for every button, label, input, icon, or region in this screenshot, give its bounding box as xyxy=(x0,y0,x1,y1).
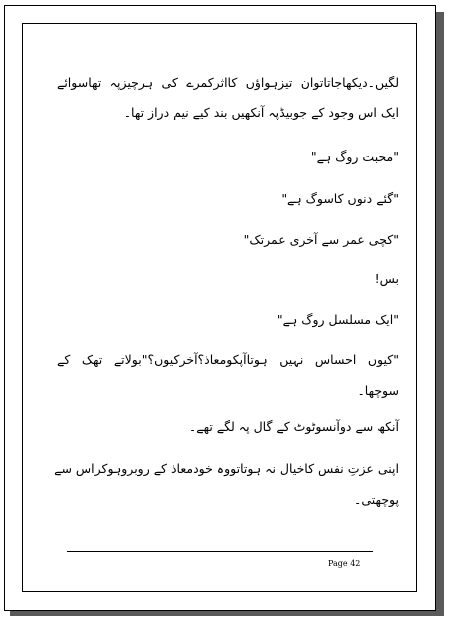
text-line: بس! xyxy=(374,271,399,286)
text-line: "گئے دنوں کاسوگ ہے" xyxy=(281,191,399,206)
text-line: آنکھ سے دوآنسوٹوٹ کے گال پہ لگے تھے۔ xyxy=(188,419,399,434)
text-line: سوچھا۔ xyxy=(357,383,399,398)
document-page xyxy=(4,5,436,611)
text-line: "ایک مسلسل روگ ہے" xyxy=(276,312,399,327)
page-number: Page 42 xyxy=(328,559,361,568)
text-line: "محبت روگ ہے" xyxy=(310,149,399,164)
footer-rule xyxy=(67,551,373,552)
text-line: اپنی عزتِ نفس کاخیال نہ ہوتاتووہ خودمعاذ کے روبروہوکراس سے xyxy=(54,461,399,476)
text-line: "کیوں احساس نہیں ہوتاآپکومعاذ؟آخرکیوں؟"بولاتے تھک کے xyxy=(57,352,399,367)
text-line: "کچی عمر سے آخری عمرتک" xyxy=(243,232,399,247)
text-line: پوچھتی۔ xyxy=(354,492,399,507)
text-line: لگیں۔دیکھاجاتاتوان تیزہواؤں کااثرکمرے کی ہرچیزپہ تھاسوائے xyxy=(57,75,399,90)
text-line: ایک اس وجود کے جوبیڈپہ آنکھیں بند کیے نیم دراز تھا۔ xyxy=(123,105,399,120)
